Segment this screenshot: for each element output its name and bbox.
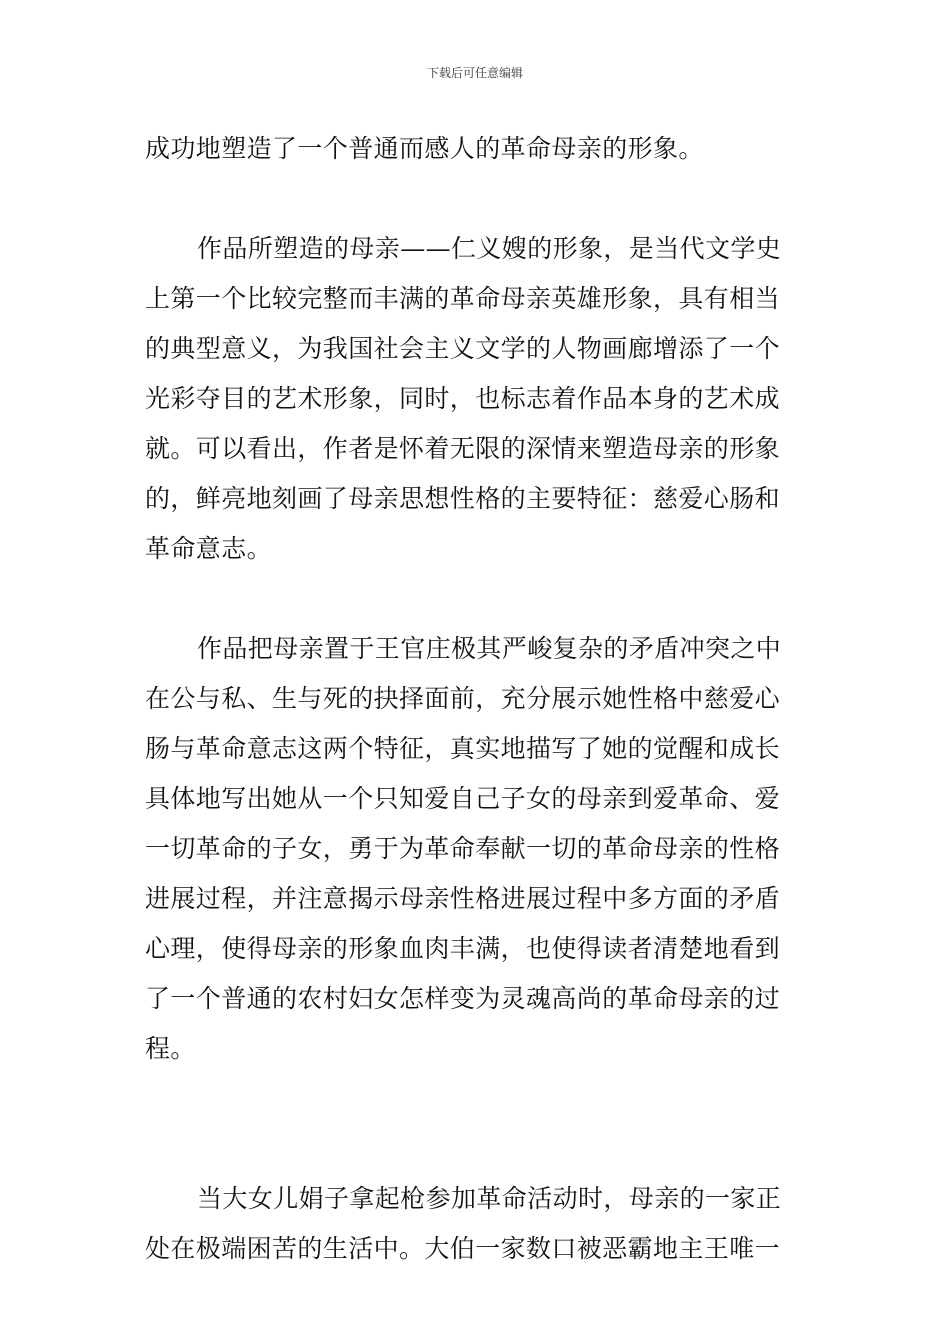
text-line: 成功地塑造了一个普通而感人的革命母亲的形象。 [145,134,704,163]
text-line [145,1074,810,1124]
page-header: 下载后可任意编辑 [426,66,523,80]
text-line: 一切革命的子女，勇于为革命奉献一切的革命母亲的性格 [145,834,781,863]
text-line: 处在极端困苦的生活中。大伯一家数口被恶霸地主王唯一 [145,1234,781,1263]
text-line: 心理，使得母亲的形象血肉丰满，也使得读者清楚地看到 [145,934,781,963]
text-line: 作品所塑造的母亲——仁义嫂的形象，是当代文学史 [197,234,782,263]
text-line: 肠与革命意志这两个特征，真实地描写了她的觉醒和成长 [145,734,781,763]
text-line: 光彩夺目的艺术形象，同时，也标志着作品本身的艺术成 [145,384,781,413]
text-line: 革命意志。 [145,534,273,563]
text-line: 上第一个比较完整而丰满的革命母亲英雄形象，具有相当 [145,284,781,313]
text-line: 具体地写出她从一个只知爱自己子女的母亲到爱革命、爱 [145,784,781,813]
paragraph-gap [145,1124,810,1174]
paragraph-gap [145,174,810,224]
text-line: 进展过程，并注意揭示母亲性格进展过程中多方面的矛盾 [145,884,781,913]
text-line: 了一个普通的农村妇女怎样变为灵魂高尚的革命母亲的过 [145,984,781,1013]
text-line: 程。 [145,1034,196,1063]
paragraph [145,624,810,1124]
text-line: 当大女儿娟子拿起枪参加革命活动时，母亲的一家正 [197,1184,782,1213]
paragraph-gap [145,574,810,624]
text-line: 作品把母亲置于王官庄极其严峻复杂的矛盾冲突之中 [197,634,782,663]
paragraph [145,224,810,574]
text-line: 的典型意义，为我国社会主义文学的人物画廊增添了一个 [145,334,781,363]
text-line: 在公与私、生与死的抉择面前，充分展示她性格中慈爱心 [145,684,781,713]
document-body [145,124,810,1274]
text-line: 的，鲜亮地刻画了母亲思想性格的主要特征：慈爱心肠和 [145,484,781,513]
paragraph [145,1174,810,1274]
paragraph [145,124,810,174]
text-line: 就。可以看出，作者是怀着无限的深情来塑造母亲的形象 [145,434,781,463]
